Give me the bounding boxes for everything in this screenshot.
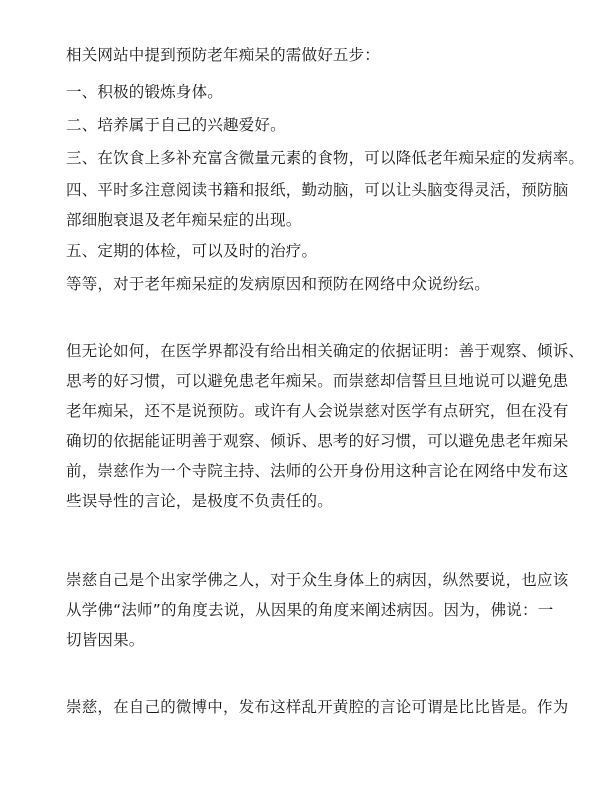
paragraph-2-line-6: 些误导性的言论，是极度不负责任的。 [66,492,333,510]
paragraph-2-line-4: 确切的依据能证明善于观察、倾诉、思考的好习惯，可以避免患老年痴呆 [66,432,569,450]
step-2: 二、培养属于自己的兴趣爱好。 [66,116,286,134]
step-5: 五、定期的体检，可以及时的治疗。 [66,242,318,260]
step-3: 三、在饮食上多补充富含微量元素的食物，可以降低老年痴呆症的发病率。 [66,149,585,167]
closing-line: 等等，对于老年痴呆症的发病原因和预防在网络中众说纷纭。 [66,275,490,293]
paragraph-3-line-1: 崇慈自己是个出家学佛之人，对于众生身体上的病因，纵然要说，也应该 [66,571,569,589]
step-1: 一、积极的锻炼身体。 [66,83,224,101]
paragraph-2-line-1: 但无论如何，在医学界都没有给出相关确定的依据证明：善于观察、倾诉、 [66,342,585,360]
paragraph-3-line-2: 从学佛“法师”的角度去说，从因果的角度来阐述病因。因为，佛说：一 [66,601,554,619]
paragraph-3-line-3: 切皆因果。 [66,631,145,649]
paragraph-2-line-3: 老年痴呆，还不是说预防。或许有人会说崇慈对医学有点研究，但在没有 [66,402,569,420]
step-4-line-1: 四、平时多注意阅读书籍和报纸，勤动脑，可以让头脑变得灵活，预防脑 [66,181,569,199]
paragraph-4-line-1: 崇慈，在自己的微博中，发布这样乱开黄腔的言论可谓是比比皆是。作为 [66,698,569,716]
intro-line: 相关网站中提到预防老年痴呆的需做好五步： [66,46,381,64]
paragraph-2-line-5: 前，崇慈作为一个寺院主持、法师的公开身份用这种言论在网络中发布这 [66,462,569,480]
paragraph-2-line-2: 思考的好习惯，可以避免患老年痴呆。而崇慈却信誓旦旦地说可以避免患 [66,372,569,390]
step-4-line-2: 部细胞衰退及老年痴呆症的出现。 [66,211,302,229]
